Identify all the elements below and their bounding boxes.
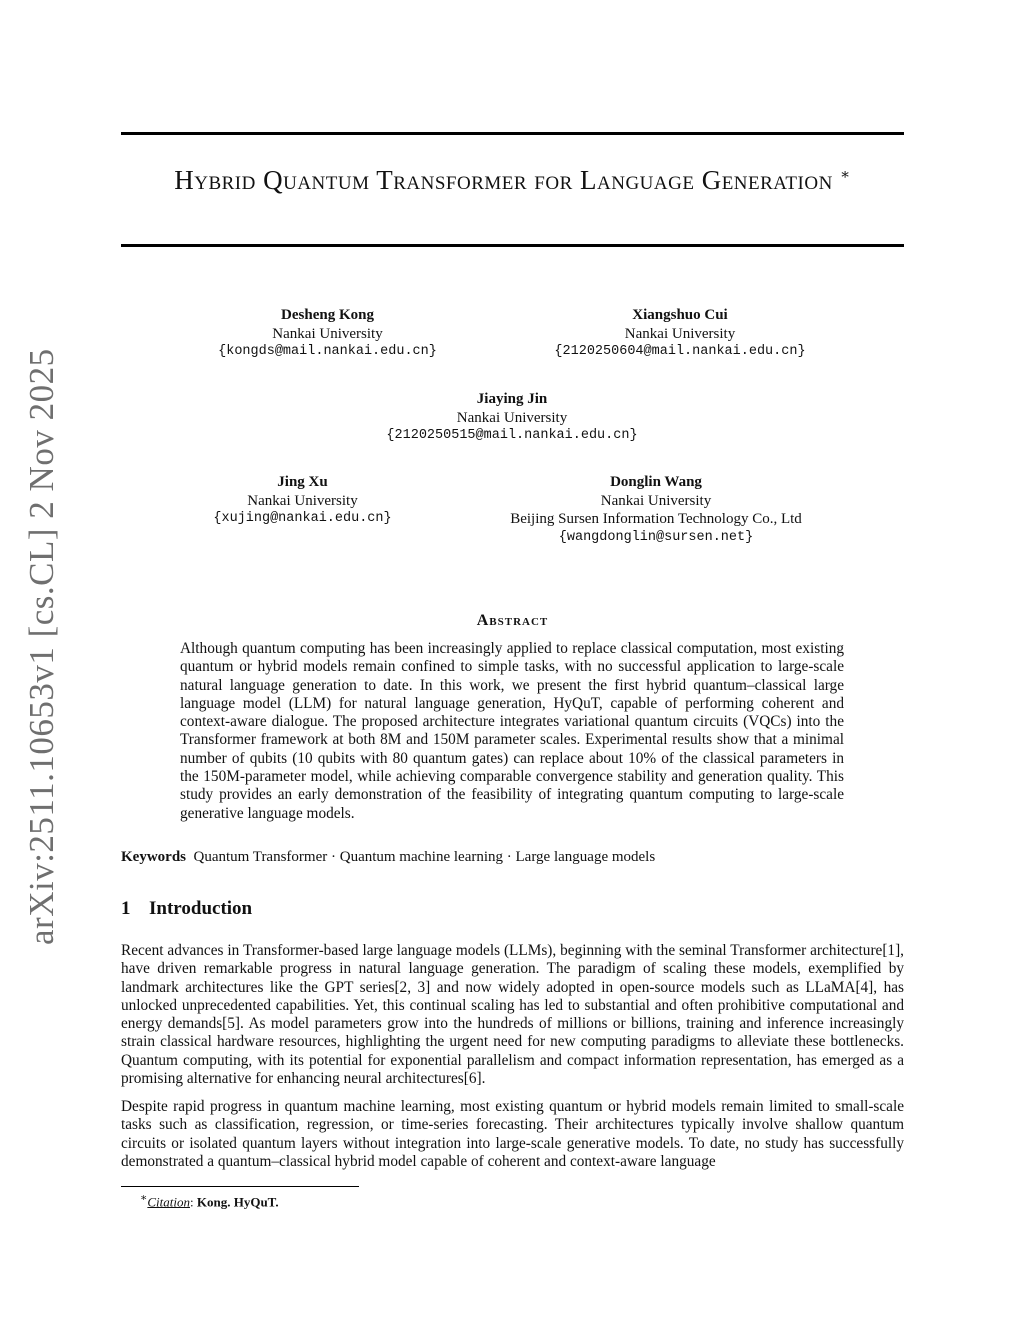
- footnote-label: Citation: [147, 1194, 190, 1210]
- abstract-heading: Abstract: [476, 612, 549, 629]
- author-block: [480, 473, 832, 547]
- title-footnote-mark: ∗: [840, 167, 851, 183]
- author-block: [362, 390, 662, 446]
- author-affiliation-secondary: Beijing Sursen Information Technology Co., Ltd: [510, 511, 802, 527]
- author-name: Jing Xu: [277, 474, 328, 490]
- author-name: Xiangshuo Cui: [632, 307, 728, 323]
- keywords: [121, 848, 904, 866]
- bottom-rule: [121, 244, 904, 247]
- footnote-text: Kong. HyQuT.: [196, 1194, 279, 1210]
- abstract-text: Although quantum computing has been increasingly applied to replace classical computation, most existing quantum or hybrid models remain confined to simple tasks, with no successful application to large-scale natural language generation to date. In this work, we present the first hybrid quantum–classical large language model (LLM) for natural language generation, HyQuT, capable of performing coherent and context-aware dialogue. The proposed architecture integrates variational quantum circuits (VQCs) into the Transformer framework at both 8M and 150M parameter scales. Experimental results show that a minimal number of qubits (10 qubits with 80 quantum gates) can replace about 10% of the classical parameters in the 150M-parameter model, while achieving comparable convergence stability and generation quality. This study provides an early demonstration of the feasibility of integrating quantum computing to large-scale generative language models.: [180, 640, 844, 822]
- author-affiliation: Nankai University: [624, 325, 736, 342]
- keywords-text: Quantum Transformer · Quantum machine learning · Large language models: [193, 849, 656, 865]
- footnote-rule: [121, 1186, 359, 1187]
- title-text: Hybrid Quantum Transformer for Language Generation: [174, 165, 833, 195]
- footnote: ∗Citation: Kong. HyQuT.: [140, 1192, 279, 1210]
- author-email: {xujing@nankai.edu.cn}: [213, 511, 392, 526]
- body-paragraph: Recent advances in Transformer-based large language models (LLMs), beginning with the seminal Transformer architecture[1], have driven remarkable progress in natural language generation. The paradigm of scaling these models, exemplified by landmark architectures like the GPT series[2, 3] and now widely adopted in open-source models such as LLaMA[4], has unlocked unprecedented capabilities. Yet, this continual scaling has led to substantial and often prohibitive computational and energy demands[5]. As model parameters grow into the hundreds of millions or billions, training and inference increasingly strain classical hardware resources, highlighting the urgent need for new computing paradigms to alleviate these bottlenecks. Quantum computing, with its potential for exponential parallelism and compact information representation, has emerged as a promising alternative for enhancing neural architectures[6].: [121, 942, 904, 1088]
- author-block: [195, 473, 410, 529]
- author-name: Jiaying Jin: [476, 391, 548, 407]
- body-paragraph: Despite rapid progress in quantum machine learning, most existing quantum or hybrid models remain limited to small-scale tasks such as classification, regression, or time-series forecasting. Their architectures typically involve shallow quantum circuits or isolated quantum layers without integration into large-scale generative models. To date, no study has successfully demonstrated a quantum–classical hybrid model capable of coherent and context-aware language: [121, 1098, 904, 1170]
- author-email: {2120250515@mail.nankai.edu.cn}: [386, 428, 638, 443]
- author-email: {2120250604@mail.nankai.edu.cn}: [554, 344, 806, 359]
- author-block: [530, 306, 830, 362]
- section-title: Introduction: [149, 898, 253, 919]
- author-name: Desheng Kong: [281, 307, 374, 323]
- author-email: {kongds@mail.nankai.edu.cn}: [218, 344, 437, 359]
- arxiv-identifier: arXiv:2511.10653v1 [cs.CL] 2 Nov 2025: [22, 348, 61, 945]
- author-affiliation: Nankai University: [247, 492, 358, 509]
- paper-title: [121, 158, 904, 197]
- section-number: 1: [121, 898, 131, 919]
- author-affiliation: Nankai University: [456, 409, 568, 426]
- author-email: {wangdonglin@sursen.net}: [558, 529, 754, 545]
- author-block: [215, 306, 440, 362]
- footnote-mark: ∗: [140, 1192, 148, 1204]
- author-affiliation: Nankai University: [600, 492, 712, 509]
- author-affiliation: Nankai University: [272, 325, 383, 342]
- keywords-label: Keywords: [121, 849, 186, 865]
- top-rule: [121, 132, 904, 135]
- author-name: Donglin Wang: [610, 474, 702, 490]
- section-heading: [121, 898, 252, 920]
